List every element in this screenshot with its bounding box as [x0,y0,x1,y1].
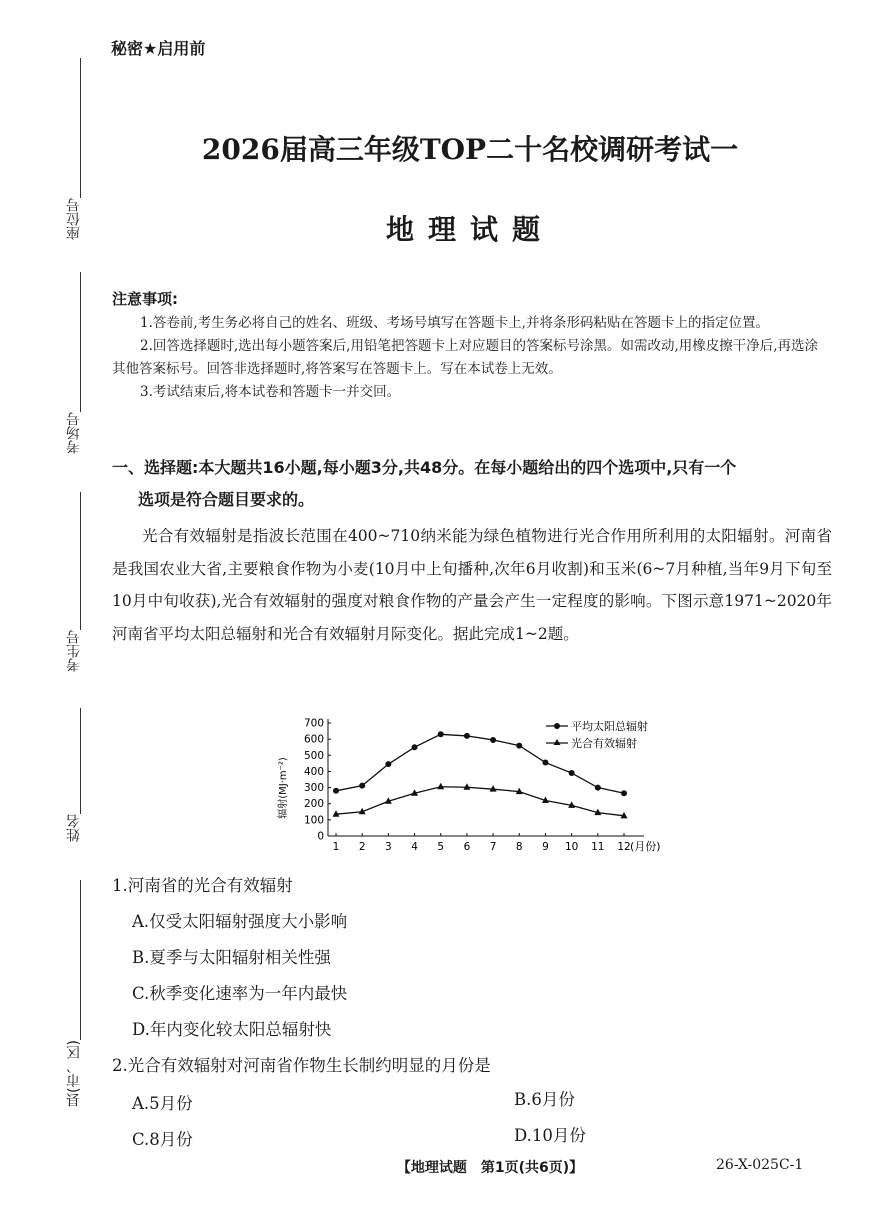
county-label: 县(市、区) [66,1040,82,1107]
y-tick-label: 0 [317,830,324,843]
intro-passage: 光合有效辐射是指波长范围在400~710纳米能为绿色植物进行光合作用所利用的太阳辐射。河南省是我国农业大省,主要粮食作物为小麦(10月中上旬播种,次年6月收割)和玉米(6~7月种植,当年9月下旬至10月中旬收获),光合有效辐射的强度对粮食作物的产量会产生一定程度的影响。下图示意1971~2020年河南省平均太阳总辐射和光合有效辐射月际变化。据此完成1~2题。 [112,527,832,643]
question-2-option-d: D.10月份 [514,1126,586,1145]
total-radiation-point [333,788,339,794]
x-tick-label: 8 [515,841,523,853]
total-radiation-point [542,760,548,766]
section-heading [112,452,832,516]
y-axis-label: 辐射(MJ·m⁻²) [278,757,289,819]
total-radiation-point [490,737,496,743]
seat-number-label: 座位号 [66,198,82,240]
legend-label-par: 光合有效辐射 [571,737,637,750]
exam-subject: 地理试题 [385,213,554,246]
county-line [80,880,81,1040]
total-radiation-point [412,744,418,750]
x-tick-label: 4 [411,841,418,853]
question-1-option-b: B.夏季与太阳辐射相关性强 [132,948,331,967]
par-point [437,783,444,790]
x-tick-label: 9 [542,841,549,853]
x-tick-label: 1 [332,841,340,853]
exam-title: 2026届高三年级TOP二十名校调研考试一 [201,133,739,166]
total-radiation-point [569,770,575,776]
notice-item: 3.考试结束后,将本试卷和答题卡一并交回。 [140,384,401,400]
total-radiation-point [516,743,522,749]
exam-room-line [80,272,81,412]
total-radiation-point [385,761,391,767]
name-label: 姓名 [66,814,82,842]
confidential-label: 秘密★启用前 [111,39,206,58]
total-radiation-point [621,790,627,796]
question-1-option-a: A.仅受太阳辐射强度大小影响 [132,912,348,931]
y-tick-label: 200 [303,798,324,811]
legend-label-total: 平均太阳总辐射 [571,720,648,733]
par-line [336,787,624,816]
radiation-line-chart [268,708,688,868]
notice-heading: 注意事项: [112,290,178,308]
total-radiation-point [359,783,365,789]
seat-number-line [80,58,81,198]
par-point [463,783,470,790]
total-radiation-point [464,733,470,739]
x-tick-label: 10 [564,841,579,853]
candidate-number-label: 考生号 [66,630,82,672]
x-tick-label: 5 [437,841,445,853]
x-tick-label: 3 [385,841,392,853]
x-axis [328,833,644,853]
page-footer: 【地理试题 第1页(共6页)】 [396,1160,584,1176]
y-tick-label: 100 [303,814,324,827]
exam-room-label: 考场号 [66,412,82,454]
section-heading-line1: 一、选择题:本大题共16小题,每小题3分,共48分。在每小题给出的四个选项中,只有一个 [112,458,737,477]
candidate-number-line [80,492,81,630]
section-heading-line2: 选项是符合题目要求的。 [138,490,315,509]
x-tick-label: 7 [489,841,497,853]
legend-circle-marker [554,723,560,729]
y-axis [304,718,331,843]
question-1-stem: 1.河南省的光合有效辐射 [112,876,293,895]
question-1-option-d: D.年内变化较太阳总辐射快 [132,1020,332,1039]
question-2-option-b: B.6月份 [514,1090,575,1109]
total-radiation-point [595,785,601,791]
question-1-option-c: C.秋季变化速率为一年内最快 [132,984,348,1003]
x-tick-label: 2 [358,841,366,853]
notice-item: 1.答卷前,考生务必将自己的姓名、班级、考场号填写在答题卡上,并将条形码粘贴在答题卡上的指定位置。 [140,315,769,331]
y-tick-label: 600 [303,733,324,746]
y-tick-label: 500 [303,749,324,762]
paper-code: 26-X-025C-1 [716,1157,804,1173]
notice-list [112,312,828,404]
total-radiation-point [438,731,444,737]
question-2-stem: 2.光合有效辐射对河南省作物生长制约明显的月份是 [112,1056,491,1075]
name-line [80,708,81,814]
question-2-option-a: A.5月份 [132,1094,193,1113]
notice-item: 2.回答选择题时,选出每小题答案后,用铅笔把答题卡上对应题目的答案标号涂黑。如需改动,用橡皮擦干净后,再选涂其他答案标号。回答非选择题时,将答案写在答题卡上。写在本试卷上无效。 [112,338,819,377]
y-tick-label: 300 [303,782,324,795]
x-tick-label: 11 [591,841,605,853]
y-tick-label: 700 [303,717,324,730]
question-2-option-c: C.8月份 [132,1130,193,1149]
chart-legend [546,719,648,750]
x-tick-label: 6 [463,841,471,853]
legend-triangle-marker [554,739,561,745]
y-tick-label: 400 [303,765,324,778]
x-tick-label: 12 [617,841,631,853]
x-axis-label: (月份) [630,840,661,853]
